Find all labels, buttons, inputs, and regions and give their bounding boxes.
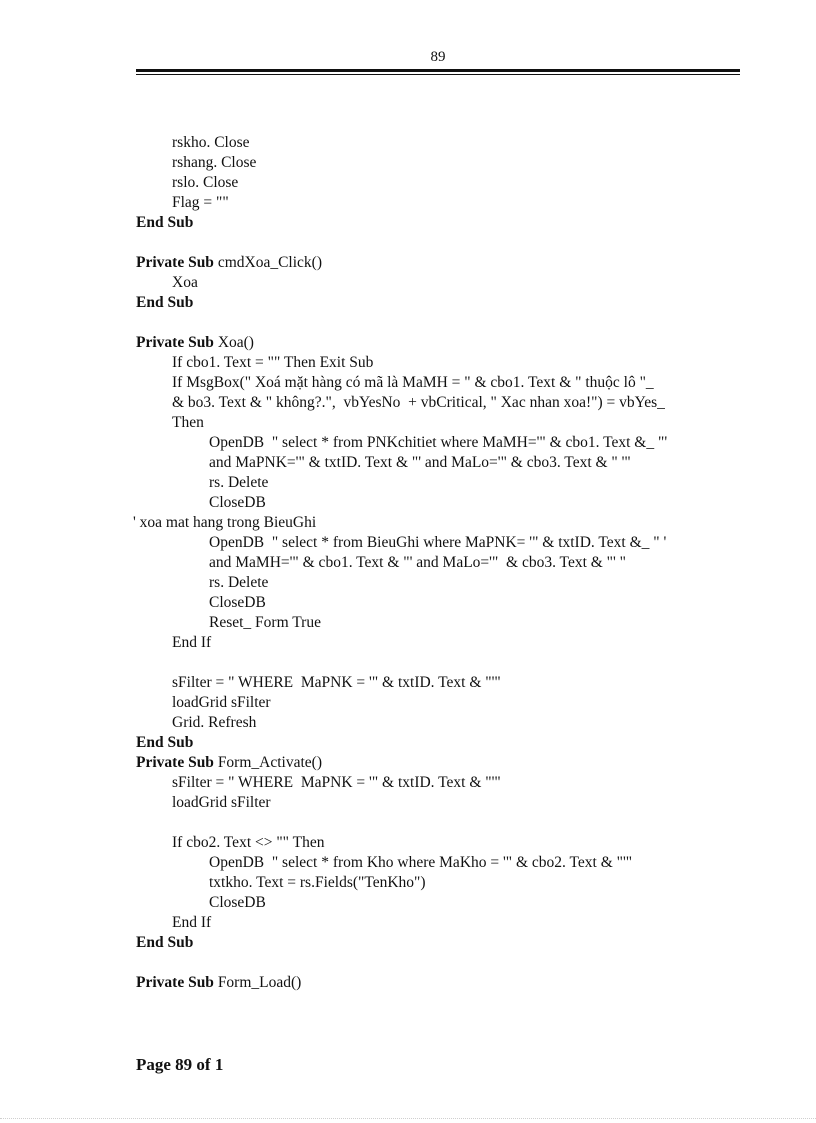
code-line (136, 773, 746, 793)
code-text: cmdXoa_Click() (213, 254, 322, 271)
code-text: txtkho. Text = rs.Fields("TenKho") (209, 874, 426, 891)
page-footer: Page 89 of 1 (136, 1055, 224, 1074)
code-line (136, 453, 746, 473)
code-line (136, 753, 746, 773)
code-line (136, 713, 746, 733)
code-text: Grid. Refresh (172, 714, 257, 731)
code-line (136, 273, 746, 293)
code-keyword: Private Sub (136, 334, 214, 351)
code-text: If cbo1. Text = "" Then Exit Sub (172, 354, 374, 371)
code-text: Flag = "" (172, 194, 229, 211)
code-line (136, 733, 746, 753)
code-line (136, 473, 746, 493)
code-text: Then (172, 414, 204, 431)
code-text: rshang. Close (172, 154, 257, 171)
code-line (136, 793, 746, 813)
code-text: and MaMH='" & cbo1. Text & "' and MaLo='" & cbo3. Text & "' " (209, 554, 627, 571)
code-line (136, 573, 746, 593)
code-line (136, 493, 746, 513)
code-line (136, 933, 746, 953)
code-text: End If (172, 634, 212, 651)
code-line (133, 513, 746, 533)
header-rule-thin (136, 74, 740, 75)
code-keyword: End Sub (136, 294, 194, 311)
code-text: If cbo2. Text <> "" Then (172, 834, 325, 851)
code-line (136, 433, 746, 453)
code-line (136, 173, 746, 193)
code-line (136, 193, 746, 213)
code-text: Form_Activate() (213, 754, 322, 771)
code-line (136, 873, 746, 893)
code-text: loadGrid sFilter (172, 794, 271, 811)
code-listing (133, 133, 746, 993)
code-line (136, 893, 746, 913)
code-line (136, 413, 746, 433)
code-line (136, 253, 746, 273)
code-line (136, 613, 746, 633)
code-line (136, 633, 746, 653)
code-text: OpenDB " select * from Kho where MaKho = '" & cbo2. Text & "'" (209, 854, 633, 871)
code-line (136, 673, 746, 693)
header-rule-thick (136, 69, 740, 72)
code-text: sFilter = " WHERE MaPNK = '" & txtID. Text & "'" (172, 674, 501, 691)
code-line (136, 333, 746, 353)
code-text: & bo3. Text & " không?.", vbYesNo + vbCritical, " Xac nhan xoa!") = vbYes_ (172, 394, 665, 411)
code-line (136, 593, 746, 613)
code-line (136, 853, 746, 873)
blank-line (136, 653, 746, 673)
code-line (136, 833, 746, 853)
code-line (136, 973, 746, 993)
code-line (136, 293, 746, 313)
code-line (136, 533, 746, 553)
code-text: sFilter = " WHERE MaPNK = '" & txtID. Text & "'" (172, 774, 501, 791)
code-text: rskho. Close (172, 134, 250, 151)
code-text: CloseDB (209, 494, 266, 511)
code-text: OpenDB " select * from PNKchitiet where MaMH='" & cbo1. Text &_ "' (209, 434, 668, 451)
code-keyword: Private Sub (136, 754, 214, 771)
code-text: loadGrid sFilter (172, 694, 271, 711)
code-line (136, 393, 746, 413)
code-keyword: Private Sub (136, 254, 214, 271)
code-line (136, 693, 746, 713)
code-text: Xoa (172, 274, 198, 291)
code-keyword: End Sub (136, 214, 194, 231)
code-text: and MaPNK='" & txtID. Text & "' and MaLo='" & cbo3. Text & " '" (209, 454, 631, 471)
code-line (136, 373, 746, 393)
code-keyword: Private Sub (136, 974, 214, 991)
blank-line (136, 953, 746, 973)
code-line (136, 213, 746, 233)
code-text: rslo. Close (172, 174, 239, 191)
code-text: ' xoa mat hang trong BieuGhi (133, 514, 317, 531)
code-text: Reset_ Form True (209, 614, 321, 631)
code-text: Form_Load() (213, 974, 302, 991)
code-text: CloseDB (209, 594, 266, 611)
code-text: Xoa() (213, 334, 254, 351)
code-keyword: End Sub (136, 734, 194, 751)
code-text: OpenDB " select * from BieuGhi where MaPNK= '" & txtID. Text &_ " ' (209, 534, 667, 551)
bottom-dotted-border (0, 1118, 816, 1119)
blank-line (136, 313, 746, 333)
code-line (136, 133, 746, 153)
page-number: 89 (430, 49, 446, 65)
code-keyword: End Sub (136, 934, 194, 951)
code-text: If MsgBox(" Xoá mặt hàng có mã là MaMH = " & cbo1. Text & " thuộc lô "_ (172, 374, 654, 391)
code-text: rs. Delete (209, 574, 269, 591)
code-line (136, 153, 746, 173)
code-text: rs. Delete (209, 474, 269, 491)
code-line (136, 913, 746, 933)
code-line (136, 353, 746, 373)
blank-line (136, 813, 746, 833)
code-line (136, 553, 746, 573)
code-text: CloseDB (209, 894, 266, 911)
code-text: End If (172, 914, 212, 931)
blank-line (136, 233, 746, 253)
